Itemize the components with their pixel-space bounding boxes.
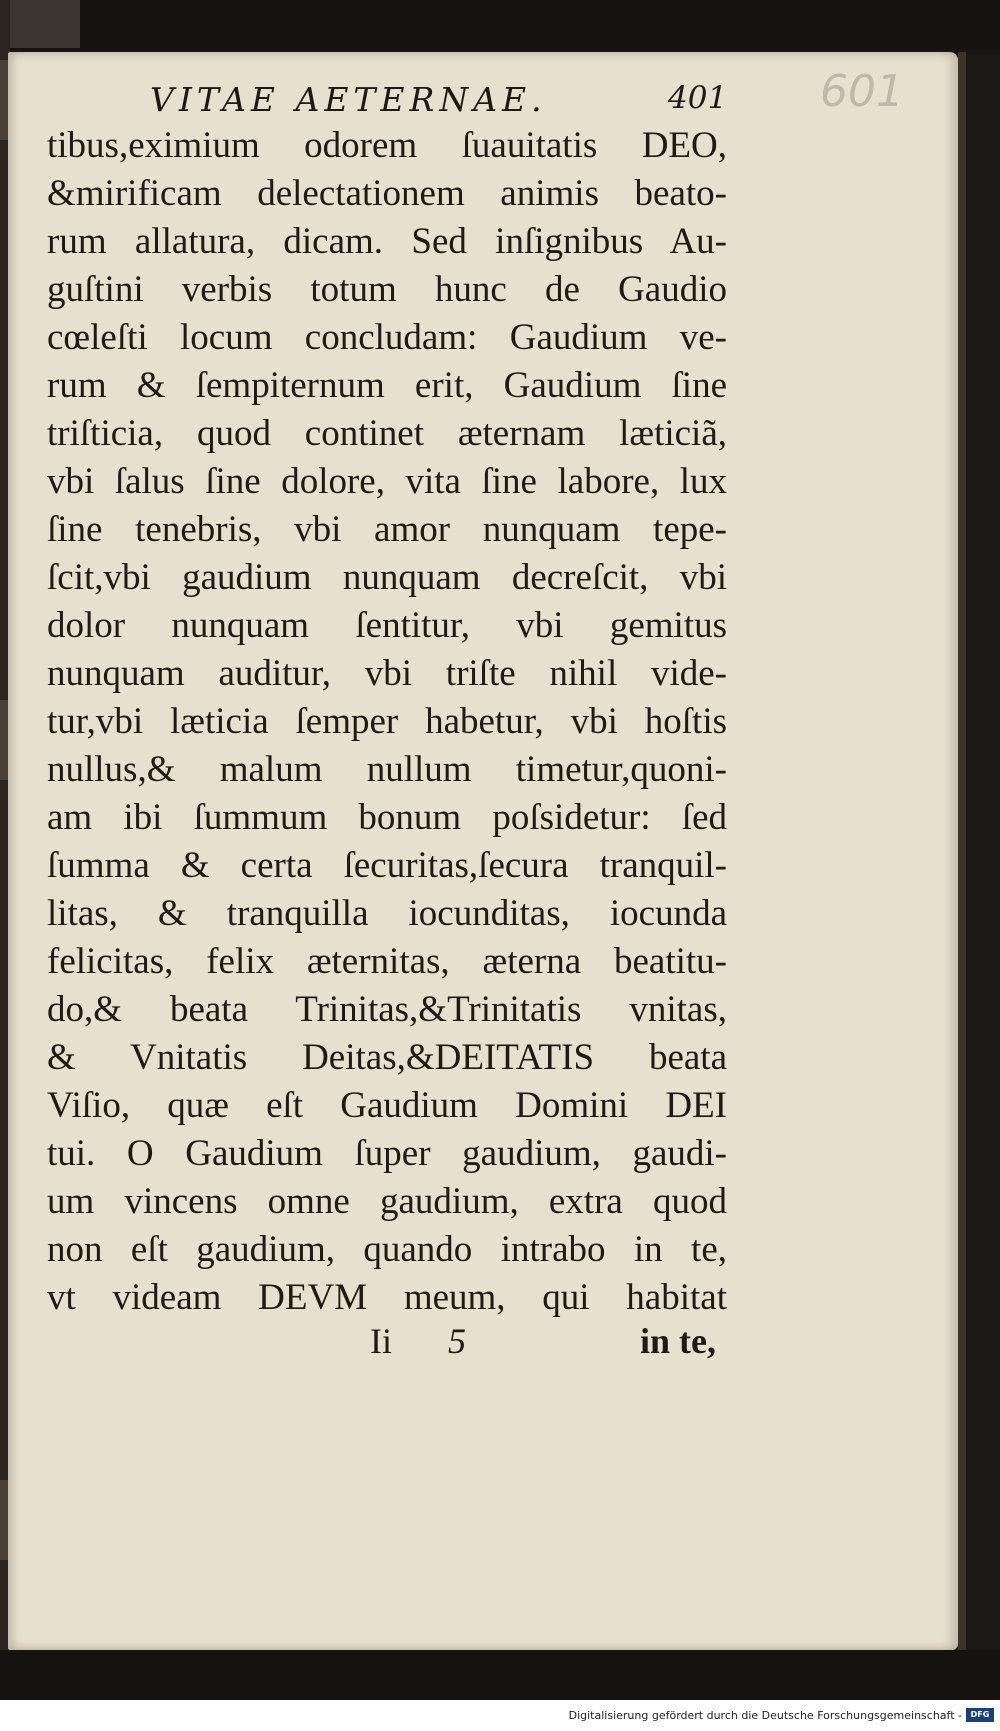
text-line: guſtini verbis totum hunc de Gaudio: [47, 269, 727, 310]
signature-line: [370, 1320, 720, 1368]
text-line: &mirificam delectationem animis beato-: [47, 173, 727, 214]
text-line: ſine tenebris, vbi amor nunquam tepe-: [47, 509, 727, 550]
page-number: 401: [668, 80, 728, 116]
scan-background-top: [0, 0, 1000, 50]
text-line: rum & ſempiternum erit, Gaudium ſine: [47, 365, 727, 406]
text-line: do,& beata Trinitas,&Trinitatis vnitas,: [47, 989, 727, 1030]
text-line: triſticia, quod continet æternam læticiã,: [47, 413, 727, 454]
text-line: dolor nunquam ſentitur, vbi gemitus: [47, 605, 727, 646]
text-line: & Vnitatis Deitas,&DEITATIS beata: [47, 1037, 727, 1078]
text-line: um vincens omne gaudium, extra quod: [47, 1181, 727, 1222]
text-line: nunquam auditur, vbi triſte nihil vide-: [47, 653, 727, 694]
text-line: felicitas, felix æternitas, æterna beatitu-: [47, 941, 727, 982]
signature-number: 5: [448, 1321, 466, 1361]
text-line: ſcit,vbi gaudium nunquam decreſcit, vbi: [47, 557, 727, 598]
text-line: vbi ſalus ſine dolore, vita ſine labore, lux: [47, 461, 727, 502]
running-head: VITAE AETERNAE.: [150, 80, 547, 119]
pencil-annotation: 601: [820, 66, 904, 117]
footer-credit: Digitalisierung gefördert durch die Deutsche Forschungsgemeinschaft -: [568, 1709, 962, 1722]
scan-background-bottom: [0, 1650, 1000, 1700]
text-line: Viſio, quæ eſt Gaudium Domini DEI: [47, 1085, 727, 1126]
page-edge-shadow: [958, 52, 966, 1650]
text-line: vt videam DEVM meum, qui habitat: [47, 1277, 727, 1318]
text-line: tibus,eximium odorem ſuauitatis DEO,: [47, 125, 727, 166]
text-line: non eſt gaudium, quando intrabo in te,: [47, 1229, 727, 1270]
text-line: litas, & tranquilla iocunditas, iocunda: [47, 893, 727, 934]
text-line: nullus,& malum nullum timetur,quoni-: [47, 749, 727, 790]
catchword: in te,: [640, 1321, 716, 1361]
text-line: ſumma & certa ſecuritas,ſecura tranquil-: [47, 845, 727, 886]
signature-mark: Ii: [370, 1321, 392, 1361]
text-line: tur,vbi læticia ſemper habetur, vbi hoſtis: [47, 701, 727, 742]
text-line: cœleſti locum concludam: Gaudium ve-: [47, 317, 727, 358]
text-line: rum allatura, dicam. Sed inſignibus Au-: [47, 221, 727, 262]
body-text: [47, 122, 727, 1322]
book-cover-corner: [0, 0, 80, 48]
text-line: am ibi ſummum bonum poſsidetur: ſed: [47, 797, 727, 838]
dfg-logo-icon: DFG: [966, 1708, 994, 1722]
text-line: tui. O Gaudium ſuper gaudium, gaudi-: [47, 1133, 727, 1174]
